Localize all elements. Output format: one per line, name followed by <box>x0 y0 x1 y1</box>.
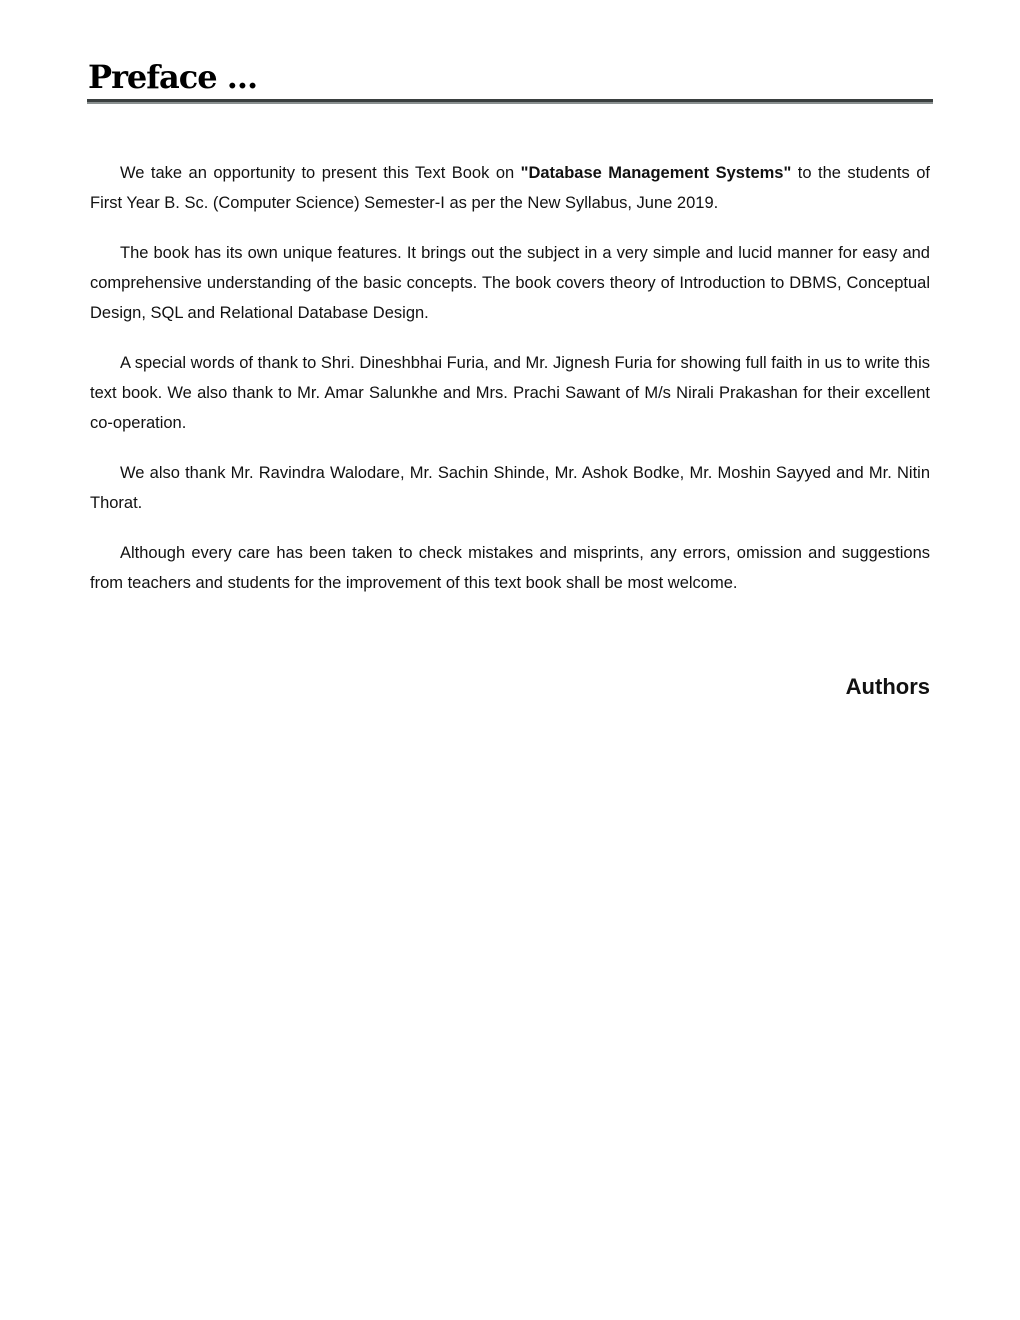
paragraph: We also thank Mr. Ravindra Walodare, Mr. Sachin Shinde, Mr. Ashok Bodke, Mr. Moshin Sayyed and Mr. Nitin Thorat. <box>90 464 930 512</box>
paragraph: Although every care has been taken to check mistakes and misprints, any errors, omission and suggestions from teachers and students for the improvement of this text book shall be most welcome. <box>90 544 930 592</box>
page-title: Preface ... <box>88 58 258 96</box>
book-title: "Database Management Systems" <box>520 164 792 182</box>
title-divider <box>87 99 933 104</box>
paragraph-intro <box>90 158 930 218</box>
intro-text-end: to the students of First Year B. Sc. (Computer Science) Semester-I as per the New Syllabus, June 2019. <box>90 164 930 212</box>
intro-text: We take an opportunity to present this Text Book on <box>120 164 521 182</box>
signature: Authors <box>845 674 930 699</box>
paragraph: A special words of thank to Shri. Dineshbhai Furia, and Mr. Jignesh Furia for showing full faith in us to write this text book. We also thank to Mr. Amar Salunkhe and Mrs. Prachi Sawant of M/s Nirali Prakashan for their excellent co-operation. <box>90 354 930 432</box>
preface-body <box>90 158 930 618</box>
paragraph: The book has its own unique features. It brings out the subject in a very simple and lucid manner for easy and comprehensive understanding of the basic concepts. The book covers theory of Introduction to DBMS, Conceptual Design, SQL and Relational Database Design. <box>90 244 930 322</box>
